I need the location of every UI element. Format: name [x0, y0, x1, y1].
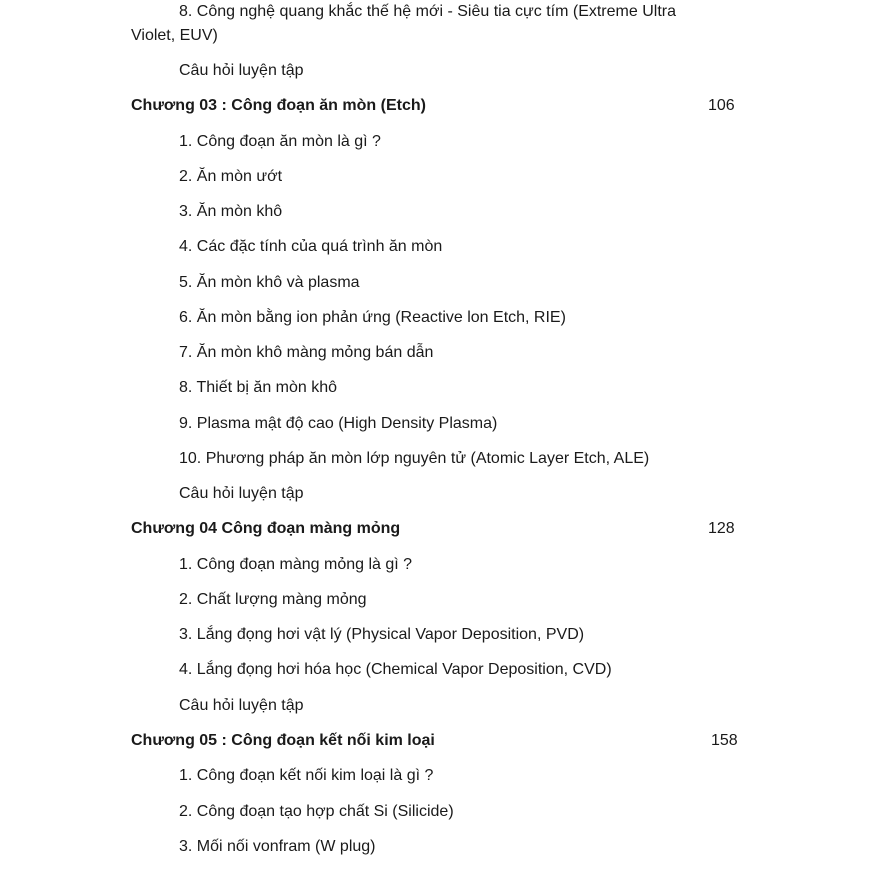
toc-item: 7. Ăn mòn khô màng mỏng bán dẫn [179, 344, 434, 361]
toc-review-questions: Câu hỏi luyện tập [179, 485, 304, 502]
toc-item: 2. Ăn mòn ướt [179, 168, 283, 185]
toc-item: 2. Chất lượng màng mỏng [179, 591, 367, 608]
toc-item: 1. Công đoạn màng mỏng là gì ? [179, 556, 413, 573]
toc-item: 6. Ăn mòn bằng ion phản ứng (Reactive lon Etch, RIE) [179, 309, 566, 326]
chapter-3-title: Chương 03 : Công đoạn ăn mòn (Etch) [131, 97, 426, 114]
toc-item: 8. Thiết bị ăn mòn khô [179, 379, 338, 396]
toc-review-questions: Câu hỏi luyện tập [179, 62, 304, 79]
toc-item: 3. Lắng đọng hơi vật lý (Physical Vapor Deposition, PVD) [179, 626, 585, 643]
chapter-5-title: Chương 05 : Công đoạn kết nối kim loại [131, 732, 435, 749]
toc-item: 4. Lắng đọng hơi hóa học (Chemical Vapor Deposition, CVD) [179, 661, 612, 678]
chapter-3-page: 106 [708, 97, 735, 114]
toc-item: 3. Ăn mòn khô [179, 203, 283, 220]
toc-item: 1. Công đoạn kết nối kim loại là gì ? [179, 767, 434, 784]
toc-item-euv-line1: 8. Công nghệ quang khắc thế hệ mới - Siêu tia cực tím (Extreme Ultra [179, 3, 676, 20]
toc-item: 4. Các đặc tính của quá trình ăn mòn [179, 238, 443, 255]
toc-item: 2. Công đoạn tạo hợp chất Si (Silicide) [179, 803, 454, 820]
toc-item: 5. Ăn mòn khô và plasma [179, 274, 360, 291]
toc-item: 10. Phương pháp ăn mòn lớp nguyên tử (Atomic Layer Etch, ALE) [179, 450, 650, 467]
toc-item-euv-line2: Violet, EUV) [131, 27, 218, 44]
chapter-4-title: Chương 04 Công đoạn màng mỏng [131, 520, 401, 537]
chapter-5-page: 158 [711, 732, 738, 749]
chapter-4-page: 128 [708, 520, 735, 537]
toc-review-questions: Câu hỏi luyện tập [179, 697, 304, 714]
toc-item: 9. Plasma mật độ cao (High Density Plasma) [179, 415, 498, 432]
toc-item: 3. Mối nối vonfram (W plug) [179, 838, 376, 855]
toc-item: 1. Công đoạn ăn mòn là gì ? [179, 133, 381, 150]
